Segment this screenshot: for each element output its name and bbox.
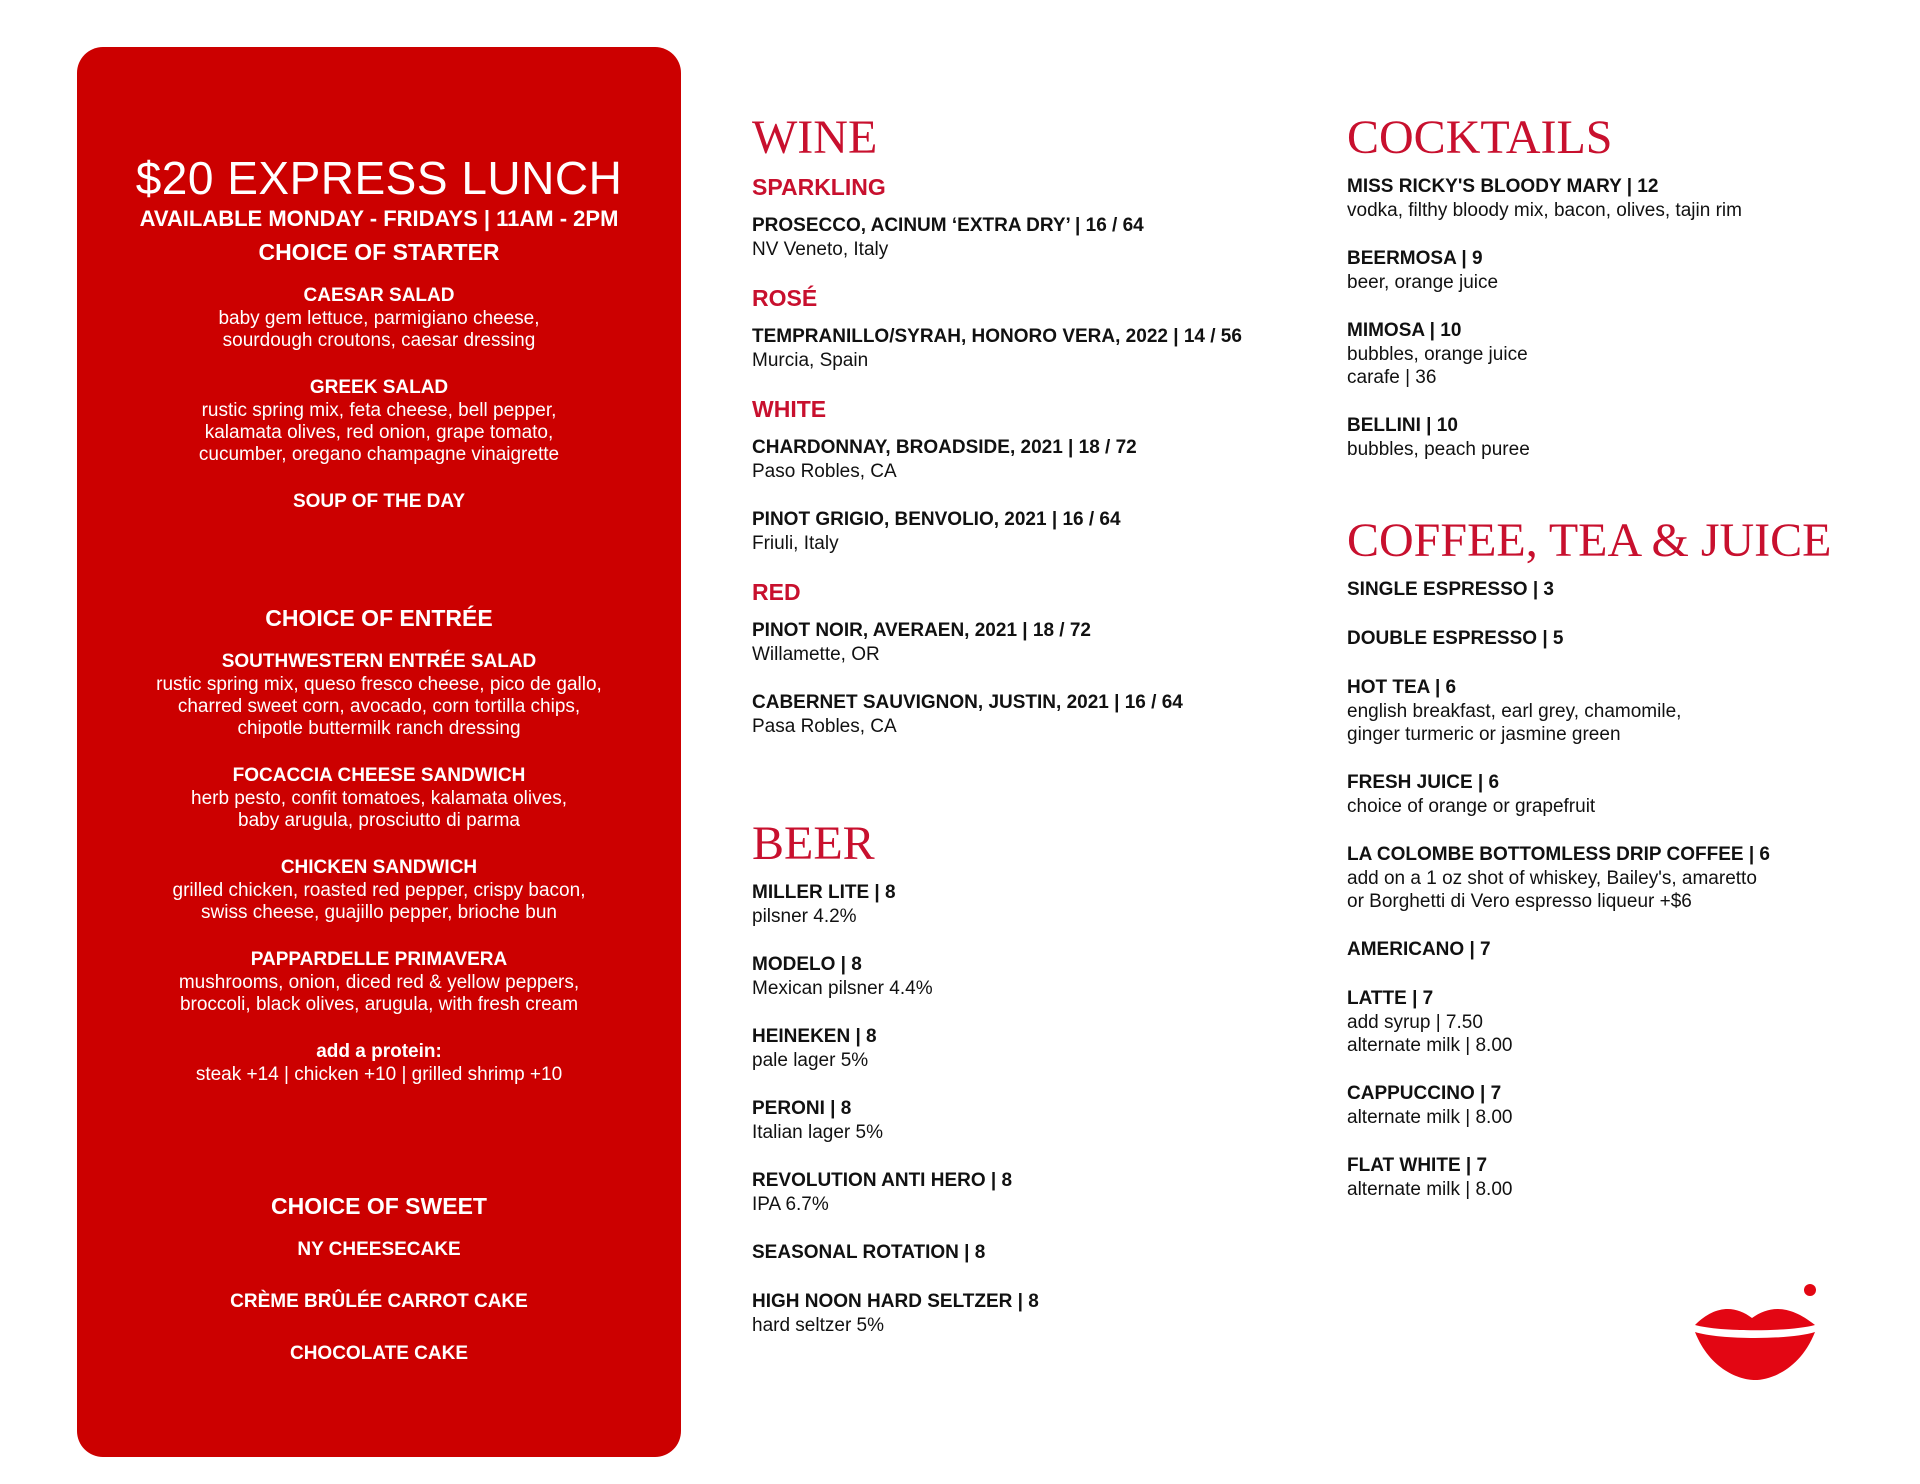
menu-item bbox=[1347, 1081, 1887, 1129]
item-desc: broccoli, black olives, arugula, with fresh cream bbox=[179, 994, 579, 1015]
item-desc: chipotle buttermilk ranch dressing bbox=[237, 718, 521, 739]
menu-item bbox=[752, 690, 1272, 738]
lunch-item bbox=[77, 284, 681, 352]
menu-item bbox=[1347, 246, 1867, 294]
menu-item-name: LATTE | 7 bbox=[1347, 988, 1434, 1009]
item-desc: rustic spring mix, queso fresco cheese, pico de gallo, bbox=[156, 674, 602, 695]
item-desc: herb pesto, confit tomatoes, kalamata olives, bbox=[191, 788, 567, 809]
menu-item-name: MILLER LITE | 8 bbox=[752, 882, 896, 903]
wine-group bbox=[752, 285, 1272, 372]
wine-group bbox=[752, 396, 1272, 555]
wine-group bbox=[752, 579, 1272, 738]
sweet-section bbox=[77, 1193, 681, 1394]
lunch-item bbox=[77, 650, 681, 740]
coffee-section bbox=[1347, 515, 1887, 1225]
item-name: CHICKEN SANDWICH bbox=[280, 857, 478, 878]
menu-item-desc: vodka, filthy bloody mix, bacon, olives, tajin rim bbox=[1347, 200, 1742, 221]
item-name: SOUTHWESTERN ENTRÉE SALAD bbox=[221, 651, 537, 672]
menu-item-name: TEMPRANILLO/SYRAH, HONORO VERA, 2022 | 14 / 56 bbox=[752, 326, 1242, 347]
item-desc: steak +14 | chicken +10 | grilled shrimp +10 bbox=[195, 1064, 563, 1085]
menu-item-name: HEINEKEN | 8 bbox=[752, 1026, 877, 1047]
item-desc: baby arugula, prosciutto di parma bbox=[238, 810, 520, 831]
item-name: PAPPARDELLE PRIMAVERA bbox=[250, 949, 508, 970]
wine-section bbox=[752, 112, 1272, 762]
menu-item-desc: alternate milk | 8.00 bbox=[1347, 1107, 1513, 1128]
menu-item-desc: pale lager 5% bbox=[752, 1050, 869, 1071]
menu-item-name: BELLINI | 10 bbox=[1347, 415, 1458, 436]
menu-item bbox=[1347, 937, 1887, 962]
lunch-item bbox=[77, 490, 681, 514]
coffee-heading: COFFEE, TEA & JUICE bbox=[1347, 514, 1832, 567]
item-desc: sourdough croutons, caesar dressing bbox=[222, 330, 536, 351]
menu-item bbox=[752, 1289, 1272, 1337]
menu-item-name: FRESH JUICE | 6 bbox=[1347, 772, 1500, 793]
lunch-item bbox=[77, 1342, 681, 1366]
lunch-item bbox=[77, 1040, 681, 1086]
cocktails-section bbox=[1347, 112, 1867, 485]
item-name: SOUP OF THE DAY bbox=[292, 491, 466, 512]
menu-item-desc: bubbles, peach puree bbox=[1347, 439, 1530, 460]
menu-item bbox=[1347, 675, 1887, 746]
menu-item-desc: pilsner 4.2% bbox=[752, 906, 857, 927]
item-desc: baby gem lettuce, parmigiano cheese, bbox=[218, 308, 540, 329]
item-desc: grilled chicken, roasted red pepper, crispy bacon, bbox=[172, 880, 586, 901]
menu-item-desc: Friuli, Italy bbox=[752, 533, 839, 554]
lunch-item bbox=[77, 376, 681, 466]
item-name: CHOCOLATE CAKE bbox=[289, 1343, 469, 1364]
menu-item bbox=[1347, 1153, 1887, 1201]
lips-icon bbox=[1690, 1280, 1820, 1385]
menu-item-name: SEASONAL ROTATION | 8 bbox=[752, 1242, 986, 1263]
wine-heading: WINE bbox=[752, 111, 878, 164]
menu-item-name: HOT TEA | 6 bbox=[1347, 677, 1457, 698]
starter-section bbox=[77, 239, 681, 538]
menu-item-desc: alternate milk | 8.00 bbox=[1347, 1179, 1513, 1200]
menu-item bbox=[752, 1168, 1272, 1216]
lunch-title: $20 EXPRESS LUNCH bbox=[135, 152, 623, 204]
menu-item-desc: or Borghetti di Vero espresso liqueur +$6 bbox=[1347, 891, 1692, 912]
menu-item-name: SINGLE ESPRESSO | 3 bbox=[1347, 579, 1554, 600]
entree-heading: CHOICE OF ENTRÉE bbox=[265, 605, 493, 631]
menu-item bbox=[752, 213, 1272, 261]
menu-item-name: BEERMOSA | 9 bbox=[1347, 248, 1483, 269]
item-name: CAESAR SALAD bbox=[303, 285, 455, 306]
menu-item bbox=[752, 507, 1272, 555]
wine-groups bbox=[752, 174, 1272, 738]
menu-item-name: CHARDONNAY, BROADSIDE, 2021 | 18 / 72 bbox=[752, 437, 1137, 458]
menu-item-desc: Mexican pilsner 4.4% bbox=[752, 978, 933, 999]
menu-item-name: MODELO | 8 bbox=[752, 954, 862, 975]
wine-items bbox=[752, 435, 1272, 555]
menu-item bbox=[1347, 626, 1887, 651]
item-desc: kalamata olives, red onion, grape tomato, bbox=[204, 422, 554, 443]
item-desc: mushrooms, onion, diced red & yellow peppers, bbox=[178, 972, 580, 993]
menu-item bbox=[1347, 413, 1867, 461]
menu-item-name: CAPPUCCINO | 7 bbox=[1347, 1083, 1502, 1104]
lunch-item bbox=[77, 948, 681, 1016]
menu-item-desc: ginger turmeric or jasmine green bbox=[1347, 724, 1621, 745]
menu-item bbox=[752, 324, 1272, 372]
item-name: CRÈME BRÛLÉE CARROT CAKE bbox=[230, 1291, 528, 1312]
menu-item-desc: Paso Robles, CA bbox=[752, 461, 897, 482]
menu-item-desc: IPA 6.7% bbox=[752, 1194, 829, 1215]
starter-heading: CHOICE OF STARTER bbox=[258, 239, 500, 265]
menu-item-desc: alternate milk | 8.00 bbox=[1347, 1035, 1513, 1056]
beer-section bbox=[752, 818, 1272, 1361]
menu-item-name: PROSECCO, ACINUM ‘EXTRA DRY’ | 16 / 64 bbox=[752, 215, 1144, 236]
menu-item-desc: english breakfast, earl grey, chamomile, bbox=[1347, 701, 1682, 722]
lunch-item bbox=[77, 764, 681, 832]
item-desc: rustic spring mix, feta cheese, bell pepper, bbox=[201, 400, 557, 421]
menu-item bbox=[752, 1096, 1272, 1144]
sweet-heading: CHOICE OF SWEET bbox=[271, 1193, 487, 1219]
menu-item-desc: hard seltzer 5% bbox=[752, 1315, 885, 1336]
menu-item bbox=[752, 952, 1272, 1000]
menu-item-desc: add on a 1 oz shot of whiskey, Bailey's, amaretto bbox=[1347, 868, 1757, 889]
menu-item-name: PERONI | 8 bbox=[752, 1098, 852, 1119]
express-lunch-panel bbox=[77, 47, 681, 1457]
menu-item-desc: Italian lager 5% bbox=[752, 1122, 883, 1143]
wine-group-heading: WHITE bbox=[752, 396, 827, 422]
menu-item-desc: choice of orange or grapefruit bbox=[1347, 796, 1596, 817]
menu-item bbox=[1347, 318, 1867, 389]
menu-item bbox=[1347, 770, 1887, 818]
menu-item-name: HIGH NOON HARD SELTZER | 8 bbox=[752, 1291, 1039, 1312]
item-desc: charred sweet corn, avocado, corn tortilla chips, bbox=[177, 696, 581, 717]
lunch-item bbox=[77, 856, 681, 924]
menu-item-name: LA COLOMBE BOTTOMLESS DRIP COFFEE | 6 bbox=[1347, 844, 1770, 865]
menu-item bbox=[752, 880, 1272, 928]
wine-group-heading: RED bbox=[752, 579, 801, 605]
menu-item bbox=[752, 1240, 1272, 1265]
menu-item-name: PINOT NOIR, AVERAEN, 2021 | 18 / 72 bbox=[752, 620, 1091, 641]
item-desc: swiss cheese, guajillo pepper, brioche bun bbox=[201, 902, 557, 923]
menu-item-desc: bubbles, orange juice bbox=[1347, 344, 1528, 365]
menu-item-desc: Willamette, OR bbox=[752, 644, 880, 665]
menu-item-name: MISS RICKY'S BLOODY MARY | 12 bbox=[1347, 176, 1659, 197]
item-name: FOCACCIA CHEESE SANDWICH bbox=[232, 765, 526, 786]
menu-item bbox=[1347, 842, 1887, 913]
menu-item-desc: add syrup | 7.50 bbox=[1347, 1012, 1483, 1033]
menu-item bbox=[1347, 174, 1867, 222]
menu-item-desc: Murcia, Spain bbox=[752, 350, 869, 371]
wine-group-heading: SPARKLING bbox=[752, 174, 886, 200]
menu-item-name: DOUBLE ESPRESSO | 5 bbox=[1347, 628, 1564, 649]
menu-item-name: FLAT WHITE | 7 bbox=[1347, 1155, 1488, 1176]
wine-group bbox=[752, 174, 1272, 261]
beer-items bbox=[752, 880, 1272, 1337]
menu-item-name: REVOLUTION ANTI HERO | 8 bbox=[752, 1170, 1013, 1191]
menu-item-name: MIMOSA | 10 bbox=[1347, 320, 1462, 341]
lunch-item bbox=[77, 1238, 681, 1262]
entree-section bbox=[77, 605, 681, 1110]
wine-items bbox=[752, 324, 1272, 372]
lunch-subtitle: AVAILABLE MONDAY - FRIDAYS | 11AM - 2PM bbox=[139, 206, 619, 231]
menu-item bbox=[752, 435, 1272, 483]
menu-item-desc: Pasa Robles, CA bbox=[752, 716, 897, 737]
sweet-items bbox=[77, 1238, 681, 1366]
wine-items bbox=[752, 618, 1272, 738]
starter-items bbox=[77, 284, 681, 514]
coffee-items bbox=[1347, 577, 1887, 1201]
beer-heading: BEER bbox=[752, 817, 875, 870]
item-name: NY CHEESECAKE bbox=[297, 1239, 461, 1260]
cocktail-items bbox=[1347, 174, 1867, 461]
entree-items bbox=[77, 650, 681, 1086]
menu-item bbox=[752, 1024, 1272, 1072]
menu-item-name: CABERNET SAUVIGNON, JUSTIN, 2021 | 16 / 64 bbox=[752, 692, 1183, 713]
item-desc: cucumber, oregano champagne vinaigrette bbox=[198, 444, 560, 465]
wine-group-heading: ROSÉ bbox=[752, 285, 818, 311]
item-name: GREEK SALAD bbox=[309, 377, 449, 398]
menu-item-desc: beer, orange juice bbox=[1347, 272, 1499, 293]
wine-items bbox=[752, 213, 1272, 261]
menu-item bbox=[752, 618, 1272, 666]
item-name: add a protein: bbox=[316, 1041, 442, 1062]
menu-item bbox=[1347, 577, 1887, 602]
menu-item-name: PINOT GRIGIO, BENVOLIO, 2021 | 16 / 64 bbox=[752, 509, 1121, 530]
menu-item-name: AMERICANO | 7 bbox=[1347, 939, 1491, 960]
menu-item-desc: NV Veneto, Italy bbox=[752, 239, 889, 260]
menu-item-desc: carafe | 36 bbox=[1347, 367, 1437, 388]
lunch-item bbox=[77, 1290, 681, 1314]
cocktails-heading: COCKTAILS bbox=[1347, 111, 1613, 164]
menu-item bbox=[1347, 986, 1887, 1057]
